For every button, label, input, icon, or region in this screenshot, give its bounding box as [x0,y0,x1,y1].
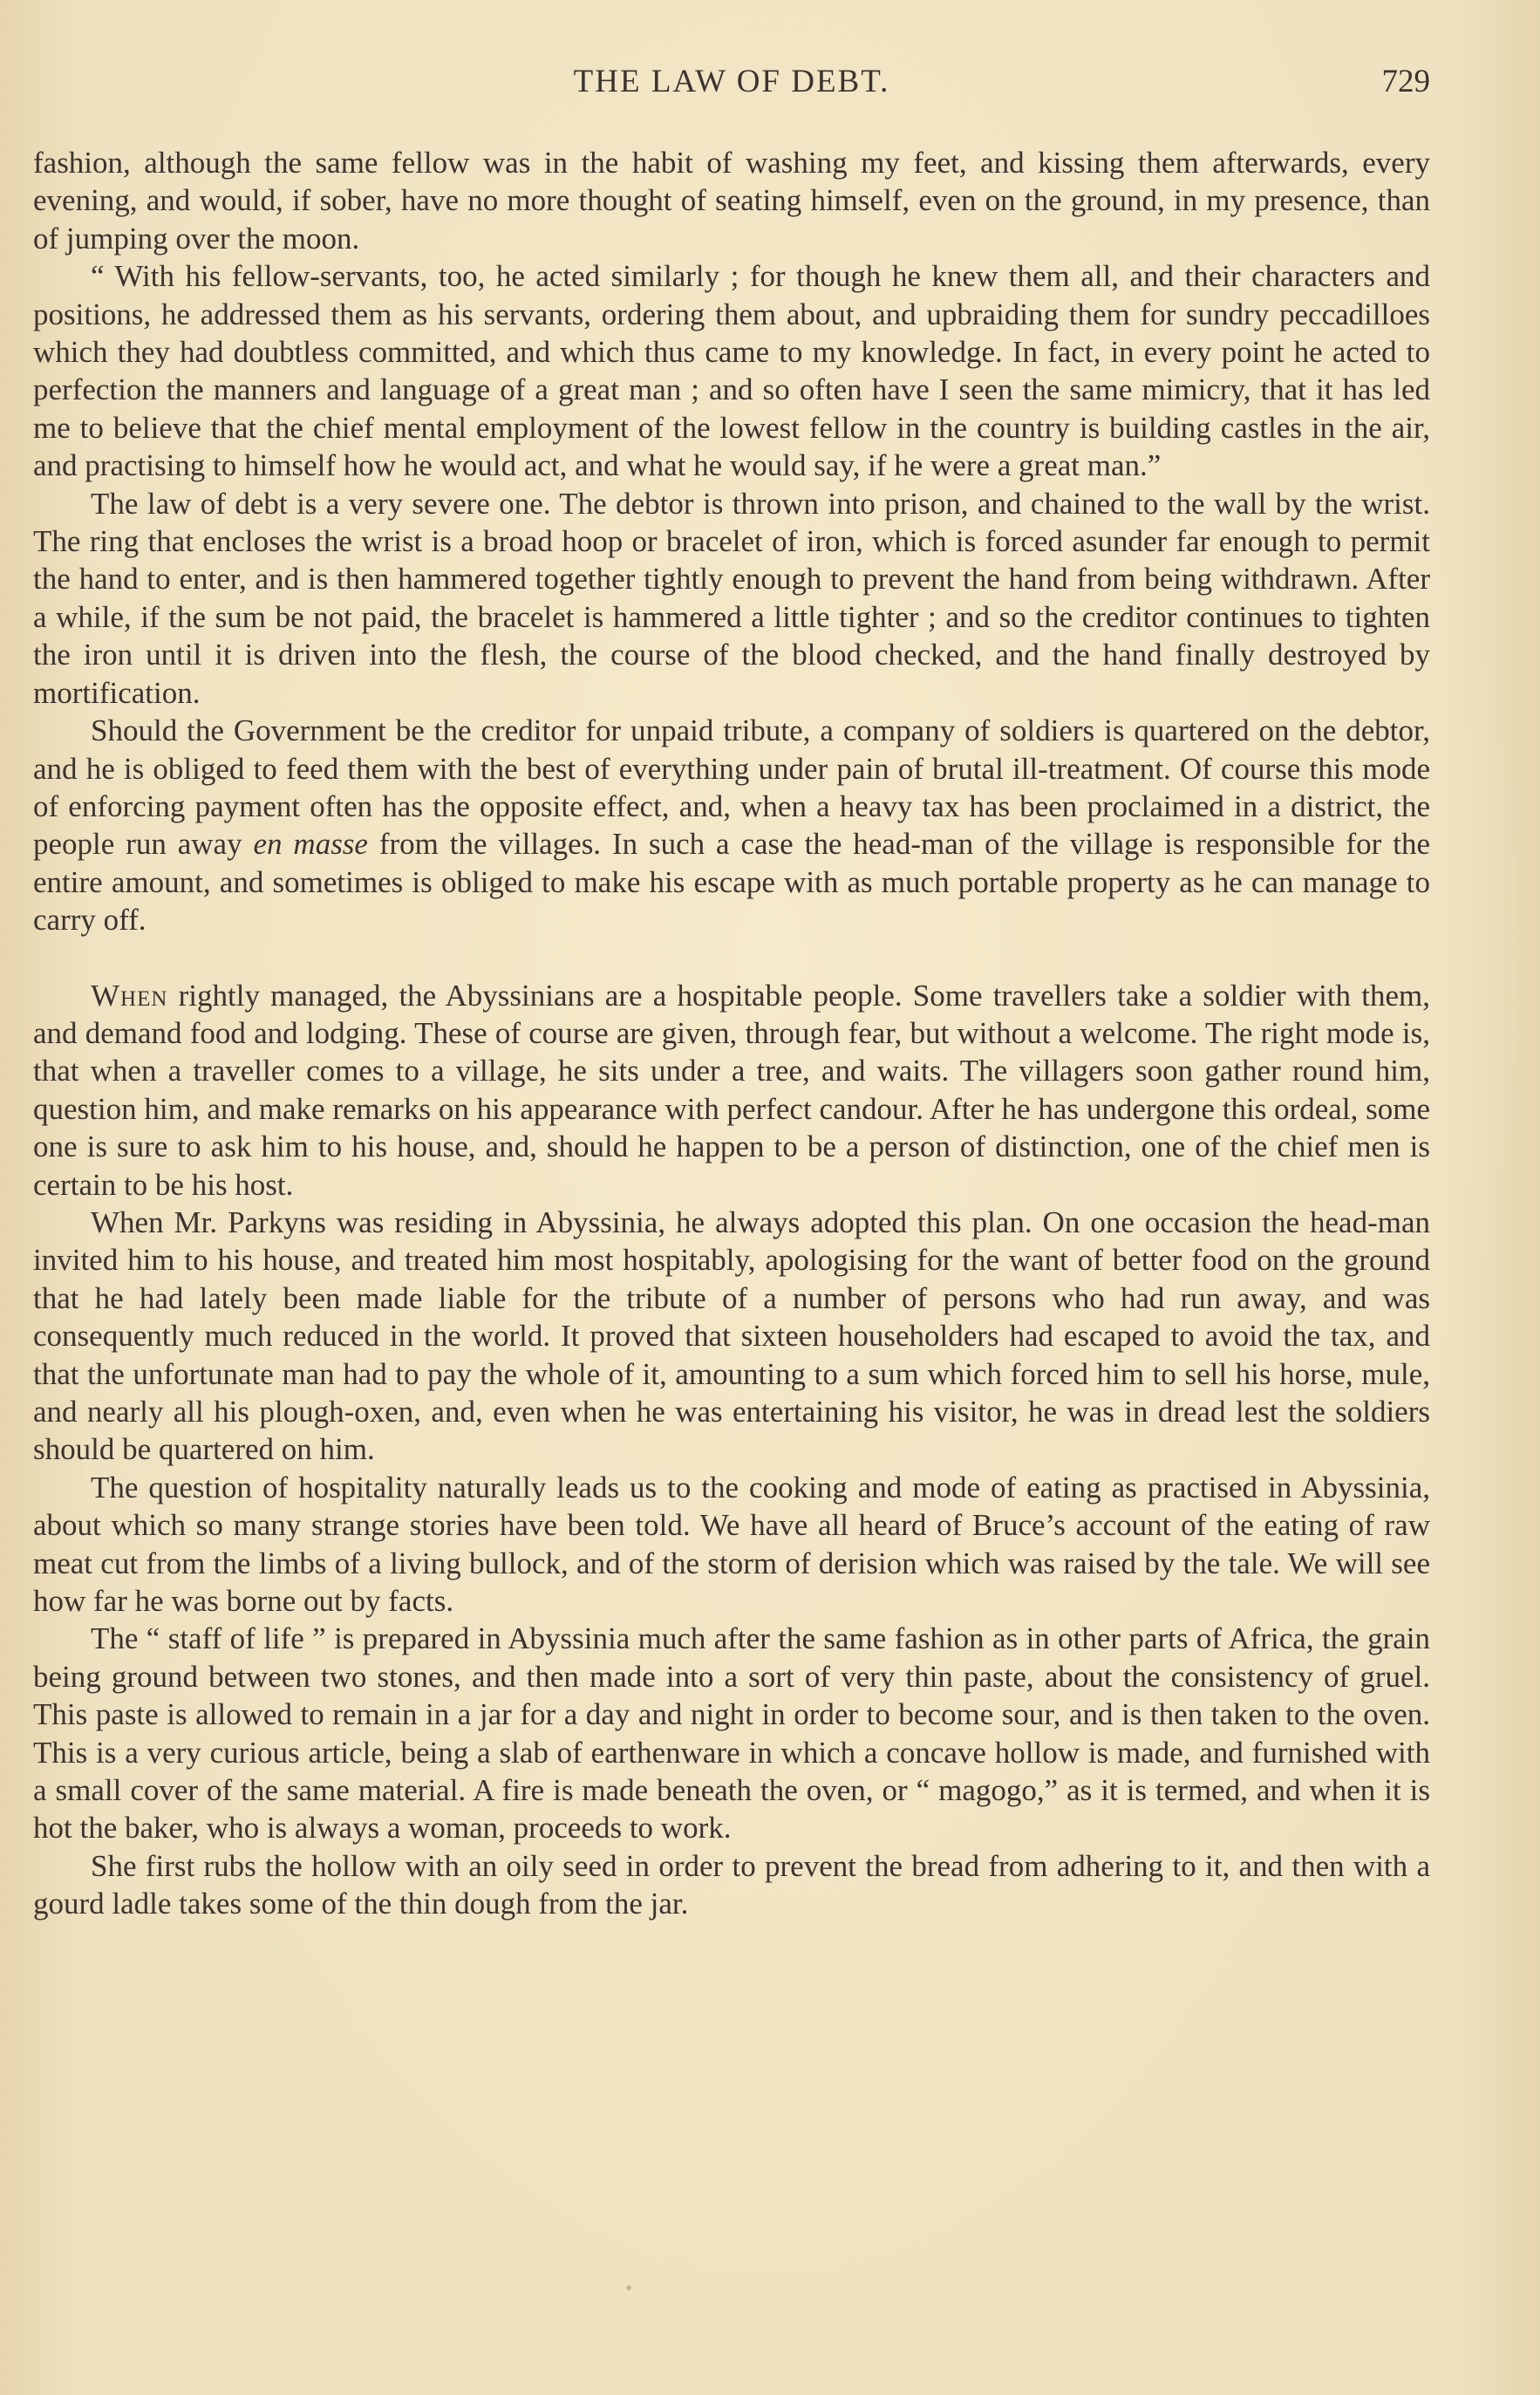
italic-phrase: en masse [253,827,368,862]
paragraph-8: The “ staff of life ” is prepared in Abyssinia much after the same fashion as in other parts of Africa, the grain being ground between two stones, and then made into a sort of very thin paste, about the consistency of gruel. This paste is allowed to remain in a jar for a day and night in order to become sour, and is then taken to the oven. This is a very curious article, being a slab of earthenware in which a concave hollow is made, and furnished with a small cover of the same material. A fire is made beneath the oven, or “ magogo,” as it is termed, and when it is hot the baker, who is always a woman, proceeds to work. [33,1621,1430,1846]
page-header [33,63,1430,106]
paper-speck [626,2285,631,2290]
paragraph-4-start: Should the Government be the creditor for unpaid tribute, a company of soldiers is quartered on the debtor, and he is obliged to feed them with the best of everything under pain of brutal ill-treatment. Of course this mode of enforcing payment often has the opposite effect, and, when a heavy tax has been proclaimed in a district, the people run away [33,713,1430,862]
running-title: THE LAW OF DEBT. [573,64,890,99]
section-opening-word: When [91,978,168,1013]
paragraph-4-end: from the villages. In such a case the head-man of the village is responsible for the entire amount, and sometimes is obliged to make his escape with as much portable property as he can manage to carry off. [33,827,1430,938]
paragraph-1: fashion, although the same fellow was in the habit of washing my feet, and kissing them afterwards, every evening, and would, if sober, have no more thought of seating himself, even on the ground, in my presence, than of jumping over the moon. [33,146,1430,256]
paragraph-9: She first rubs the hollow with an oily seed in order to prevent the bread from adhering to it, and then with a gourd ladle takes some of the thin dough from the jar. [33,1848,1430,1921]
paragraph-3: The law of debt is a very severe one. The debtor is thrown into prison, and chained to the wall by the wrist. The ring that encloses the wrist is a broad hoop or bracelet of iron, which is forced asunder far enough to permit the hand to enter, and is then hammered together tightly enough to prevent the hand from being withdrawn. After a while, if the sum be not paid, the bracelet is hammered a little tighter ; and so the creditor continues to tighten the iron until it is driven into the flesh, the course of the blood checked, and the hand finally destroyed by mortification. [33,486,1430,710]
paragraph-2: “ With his fellow-servants, too, he acted similarly ; for though he knew them all, and their characters and positions, he addressed them as his servants, ordering them about, and upbraiding them for sundry peccadilloes which they had doubtless committed, and which thus came to my knowledge. In fact, in every point he acted to perfection the manners and language of a great man ; and so often have I seen the same mimicry, that it has led me to believe that the chief mental employment of the lowest fellow in the country is building castles in the air, and practising to himself how he would act, and what he would say, if he were a great man.” [33,259,1430,483]
page-number: 729 [1381,64,1430,99]
paragraph-4 [33,712,1430,938]
paragraph-5 [33,977,1430,1204]
paragraph-6: When Mr. Parkyns was residing in Abyssinia, he always adopted this plan. On one occasion the head-man invited him to his house, and treated him most hospitably, apologising for the want of better food on the ground that he had lately been made liable for the tribute of a number of persons who had run away, and was consequently much reduced in the world. It proved that sixteen householders had escaped to avoid the tax, and that the unfortunate man had to pay the whole of it, amounting to a sum which forced him to sell his horse, mule, and nearly all his plough-oxen, and, even when he was entertaining his visitor, he was in dread lest the soldiers should be quartered on him. [33,1204,1430,1467]
paragraph-5-text: rightly managed, the Abyssinians are a hospitable people. Some travellers take a soldier with them, and demand food and lodging. These of course are given, through fear, but without a welcome. The right mode is, that when a traveller comes to a village, he sits under a tree, and waits. The villagers soon gather round him, question him, and make remarks on his appearance with perfect candour. After he has undergone this ordeal, some one is sure to ask him to his house, and, should he happen to be a person of distinction, one of the chief men is certain to be his host. [33,978,1430,1202]
body-text [33,144,1430,1923]
paragraph-7: The question of hospitality naturally leads us to the cooking and mode of eating as practised in Abyssinia, about which so many strange stories have been told. We have all heard of Bruce’s account of the eating of raw meat cut from the limbs of a living bullock, and of the storm of derision which was raised by the tale. We will see how far he was borne out by facts. [33,1470,1430,1619]
